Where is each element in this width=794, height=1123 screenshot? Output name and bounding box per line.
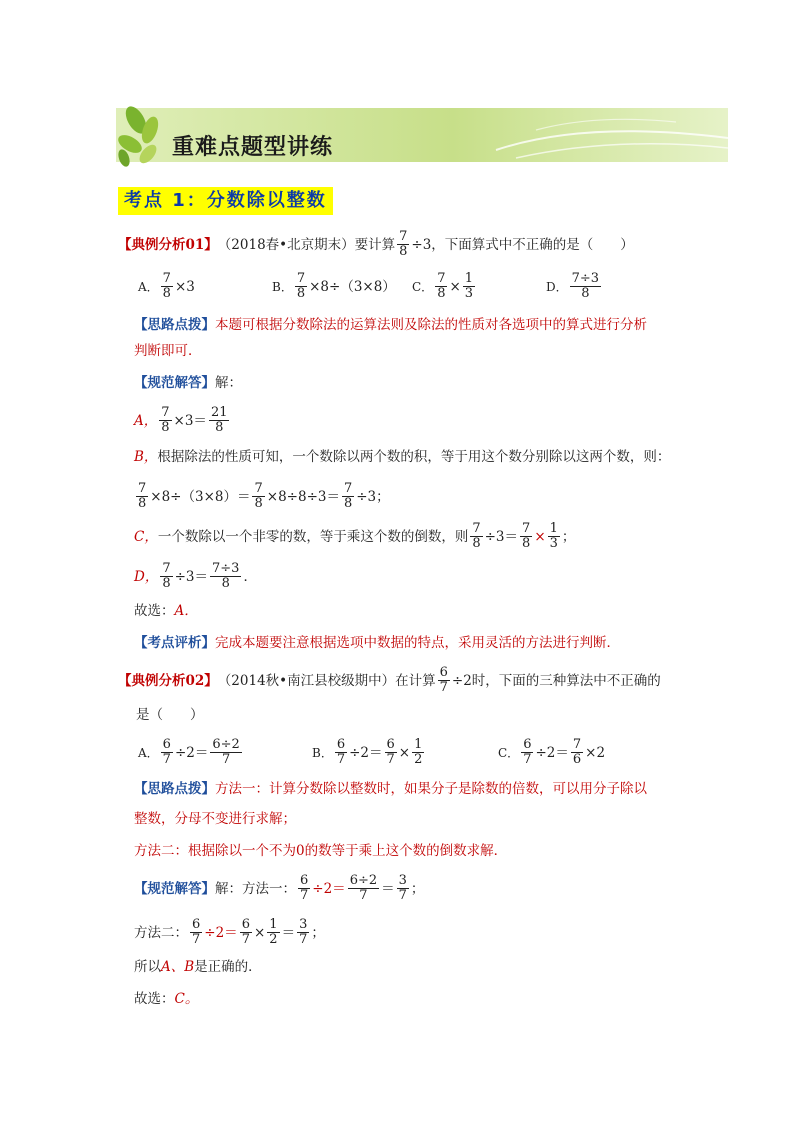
ex1-option-d: D． $\frac{7\div 3}{8}$ (546, 271, 600, 301)
ex1-answer-b: B， 根据除法的性质可知，一个数除以两个数的积，等于用这个数分别除以这两个数，则： (134, 449, 671, 465)
ex1-question: 【典例分析01】 （2018春•北京期末）要计算 $\frac{7}{8}$ ÷3，下面算式中不正确的是（ ） (118, 229, 634, 259)
ex2-choice: 故选： C。 (134, 991, 199, 1007)
section-title: 考点 1：分数除以整数 (118, 187, 333, 215)
ex2-option-a: A． $\frac{6}{7}$ ÷2＝ $\frac{6\div 2}{7}$ (138, 737, 240, 767)
ex2-question: 【典例分析02】 （2014秋•南江县校级期中）在计算 $\frac{6}{7}$ ÷2时，下面的三种算法中不正确的 (118, 665, 661, 695)
ex1-answer-a: A， $\frac{7}{8}$ ×3＝ $\frac{21}{8}$ (134, 405, 228, 435)
ex1-comment: 【考点评析】 完成本题要注意根据选项中数据的特点，采用灵活的方法进行判断． (134, 635, 620, 651)
ex2-hint: 【思路点拨】 方法一：计算分数除以整数时，如果分子是除数的倍数，可以用分子除以 (134, 781, 647, 797)
ex1-hint: 【思路点拨】 本题可根据分数除法的运算法则及除法的性质对各选项中的算式进行分析 (134, 317, 647, 333)
ex1-answer-d: D， $\frac{7}{8}$ ÷3＝ $\frac{7\div 3}{8}$ ． (134, 561, 257, 591)
ex2-hint-2: 整数，分母不变进行求解； (134, 811, 296, 827)
ex2-option-c: C． $\frac{6}{7}$ ÷2＝ $\frac{7}{6}$ ×2 (498, 737, 606, 767)
ex1-answer-c: C， 一个数除以一个非零的数，等于乘这个数的倒数，则 $\frac{7}{8}$ ÷3＝ $\frac{7}{8}$ × $\frac{1}{3}$ ； (134, 521, 576, 551)
ex2-answer-m1: 【规范解答】 解：方法一： $\frac{6}{7}$ ÷2＝ $\frac{6\div 2}{7}$ ＝ $\frac{3}{7}$ ； (134, 873, 425, 903)
ex1-answer-head: 【规范解答】 解： (134, 375, 242, 391)
ex1-option-a: A． $\frac{7}{8}$ ×3 (138, 271, 195, 301)
ex1-hint-2: 判断即可． (134, 343, 202, 359)
ex2-hint-3: 方法二：根据除以一个不为 0 的数等于乘上这个数的倒数求解． (134, 843, 508, 859)
ex2-option-b: B． $\frac{6}{7}$ ÷2＝ $\frac{6}{7}$ × $\frac{1}{2}$ (312, 737, 423, 767)
ex2-answer-m2: 方法二： $\frac{6}{7}$ ÷2＝ $\frac{6}{7}$ × $\frac{1}{2}$ ＝ $\frac{3}{7}$ ； (134, 917, 325, 947)
banner-title: 重难点题型讲练 (172, 135, 334, 160)
ex1-answer-b-eq: $\frac{7}{8}$ ×8÷（3×8）＝ $\frac{7}{8}$ ×8÷8÷3＝ $\frac{7}{8}$ ÷3； (138, 481, 390, 511)
ex2-question-2: 是（ ） (136, 707, 204, 723)
ex2-so: 所以 A、B 是正确的． (134, 959, 262, 975)
ex1-option-b: B． $\frac{7}{8}$ ×8÷（3×8） (272, 271, 396, 301)
ex1-option-c: C． $\frac{7}{8}$ × $\frac{1}{3}$ (412, 271, 474, 301)
fraction: $\frac{7}{8}$ (399, 229, 408, 259)
ex1-choice: 故选： A． (134, 603, 198, 619)
